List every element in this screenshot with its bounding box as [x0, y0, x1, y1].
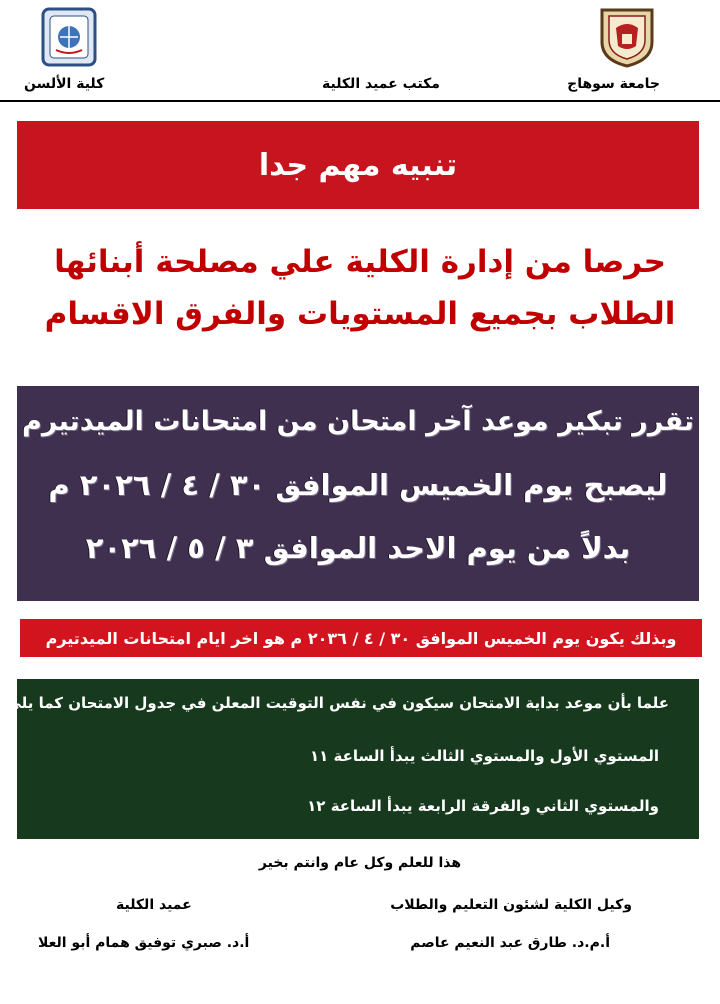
closing-note: هذا للعلم وكل عام وانتم بخير	[258, 855, 462, 871]
vice-dean-title: وكيل الكلية لشئون التعليم والطلاب	[390, 897, 632, 913]
header-divider	[0, 100, 720, 102]
dean-name: أ.د. صبري توفيق همام أبو العلا	[38, 935, 250, 951]
announcement-line-3: بدلاً من يوم الاحد الموافق ٣ / ٥ / ٢٠٢٦	[85, 531, 631, 565]
sohag-university-logo	[598, 6, 656, 68]
schedule-line-1: علما بأن موعد بداية الامتحان سيكون في نفس التوقيت المعلن في جدول الامتحان كما يلي	[6, 694, 669, 712]
faculty-of-languages-logo	[40, 6, 98, 68]
announcement-line-1: تقرر تبكير موعد آخر امتحان من امتحانات الميدتيرم	[21, 406, 695, 437]
intro-line-1: حرصا من إدارة الكلية علي مصلحة أبنائها	[54, 244, 666, 280]
faculty-name: كلية الألسن	[24, 76, 105, 92]
schedule-line-2: المستوي الأول والمستوي الثالث يبدأ الساعة ١١	[310, 747, 659, 765]
vice-dean-name: أ.م.د. طارق عبد النعيم عاصم	[410, 935, 610, 951]
intro-line-2: الطلاب بجميع المستويات والفرق الاقسام	[44, 296, 676, 332]
schedule-line-3: والمستوي الثاني والفرقة الرابعة يبدأ الساعة ١٢	[307, 797, 659, 815]
schedule-box	[6, 679, 699, 839]
announcement-line-2: ليصبح يوم الخميس الموافق ٣٠ / ٤ / ٢٠٢٦ م	[48, 468, 668, 502]
announcement-box	[17, 386, 699, 601]
dean-title: عميد الكلية	[116, 897, 192, 913]
dean-office-label: مكتب عميد الكلية	[322, 76, 440, 92]
banner-title: تنبيه مهم جدا	[258, 147, 458, 183]
notice-strip-text: وبذلك يكون يوم الخميس الموافق ٣٠ / ٤ / ٢٠٣٦ م هو اخر ايام امتحانات الميدتيرم	[45, 628, 677, 648]
university-name: جامعة سوهاج	[567, 76, 660, 92]
notice-strip	[20, 619, 702, 657]
important-notice-banner	[17, 121, 699, 209]
